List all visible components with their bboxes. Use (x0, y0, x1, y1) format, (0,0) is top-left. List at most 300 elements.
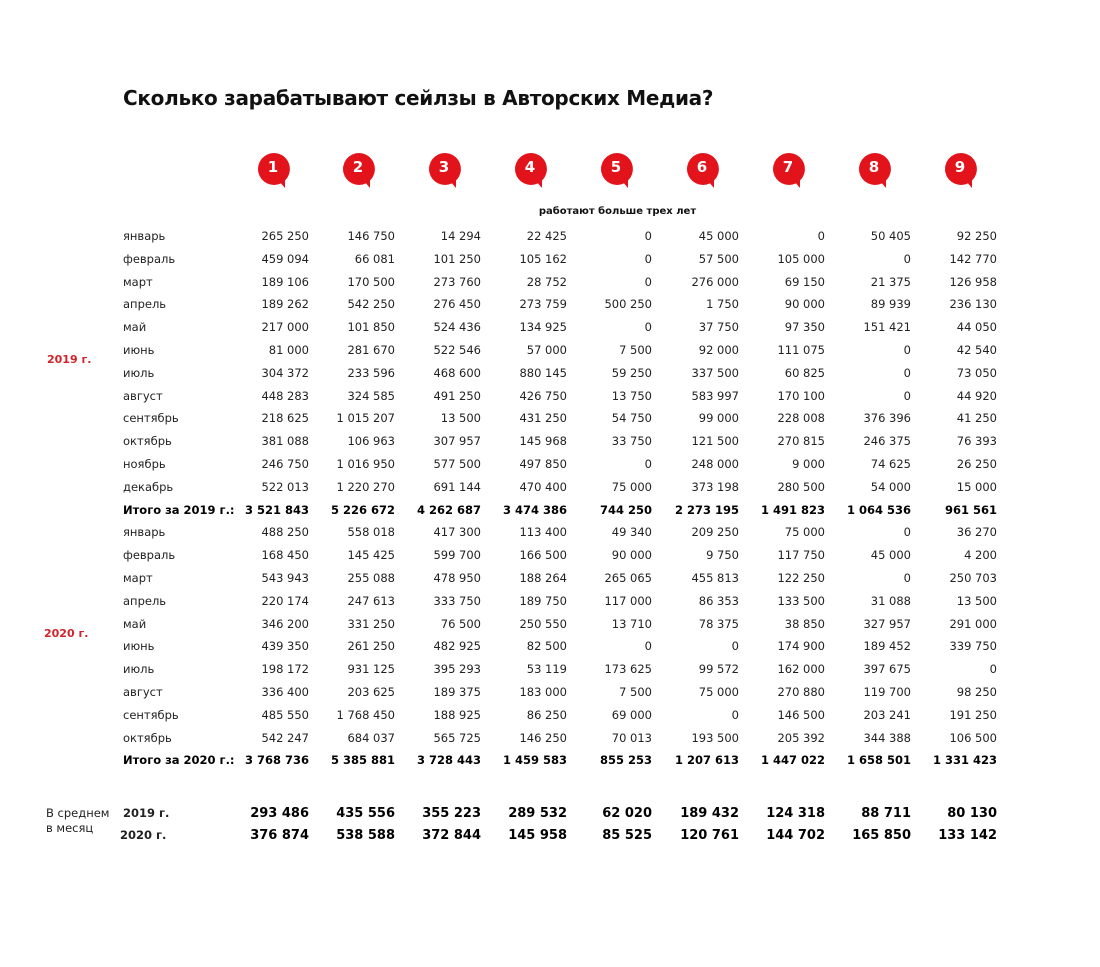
table-cell: 439 350 (261, 639, 309, 654)
table-cell: 13 710 (611, 616, 652, 631)
table-cell: 248 000 (691, 457, 739, 471)
table-cell: 82 500 (526, 639, 567, 654)
table-cell: 99 000 (698, 411, 739, 426)
table-cell: 1 220 270 (336, 479, 395, 494)
table-cell: 459 094 (261, 251, 309, 266)
table-cell: 203 625 (347, 685, 395, 699)
row-label: март (123, 274, 153, 289)
table-cell: 3 521 843 (244, 502, 309, 517)
table-cell: 0 (644, 229, 652, 243)
table-cell: 205 392 (777, 730, 825, 745)
average-cell: 144 702 (766, 828, 825, 843)
table-cell: 265 065 (604, 571, 652, 585)
badge-number: 1 (267, 158, 279, 176)
table-cell: 307 957 (433, 434, 481, 449)
table-cell: 54 000 (870, 479, 911, 494)
table-cell: 270 815 (777, 434, 825, 449)
average-cell: 165 850 (852, 828, 911, 843)
table-cell: 0 (731, 639, 739, 654)
table-cell: 261 250 (347, 639, 395, 654)
table-cell: 233 596 (347, 365, 395, 380)
table-cell: 337 500 (691, 365, 739, 380)
table-cell: 75 000 (611, 479, 652, 494)
table-row (0, 457, 1100, 479)
table-row (0, 366, 1100, 388)
table-cell: 189 106 (261, 274, 309, 289)
table-cell: 31 088 (870, 593, 911, 608)
table-cell: 426 750 (519, 388, 567, 403)
table-cell: 81 000 (268, 343, 309, 357)
table-cell: 92 250 (956, 229, 997, 243)
average-cell: 88 711 (861, 806, 911, 821)
table-row (0, 639, 1100, 661)
table-cell: 97 350 (784, 320, 825, 335)
table-cell: 691 144 (433, 479, 481, 494)
table-cell: 373 198 (691, 479, 739, 494)
table-cell: 59 250 (611, 365, 652, 380)
year-label-2020: 2020 г. (44, 627, 89, 640)
table-cell: 5 226 672 (330, 502, 395, 517)
table-cell: 57 000 (526, 343, 567, 357)
table-cell: 70 013 (611, 730, 652, 745)
table-cell: 89 939 (870, 297, 911, 312)
table-cell: 168 450 (261, 548, 309, 563)
table-cell: 105 000 (777, 251, 825, 266)
table-cell: 174 900 (777, 639, 825, 654)
table-cell: 931 125 (347, 662, 395, 677)
table-cell: 255 088 (347, 571, 395, 585)
table-cell: 336 400 (261, 685, 309, 699)
table-cell: 0 (731, 707, 739, 722)
table-cell: 189 375 (433, 685, 481, 699)
table-cell: 236 130 (949, 297, 997, 312)
row-label: апрель (123, 297, 167, 312)
table-cell: 50 405 (870, 229, 911, 243)
average-cell: 289 532 (508, 806, 567, 821)
average-cell: 133 142 (938, 828, 997, 843)
badge-3 (429, 153, 461, 185)
table-cell: 86 250 (526, 707, 567, 722)
table-cell: 92 000 (698, 343, 739, 357)
table-cell: 15 000 (956, 479, 997, 494)
table-cell: 101 850 (347, 320, 395, 335)
table-row (0, 548, 1100, 570)
average-year: 2019 г. (123, 806, 170, 820)
table-row (0, 411, 1100, 433)
table-cell: 121 500 (691, 434, 739, 449)
average-year: 2020 г. (120, 828, 167, 842)
table-cell: 162 000 (777, 662, 825, 677)
table-cell: 13 750 (611, 388, 652, 403)
table-row (0, 571, 1100, 593)
average-cell: 124 318 (766, 806, 825, 821)
row-label: апрель (123, 593, 167, 608)
table-cell: 1 016 950 (336, 457, 395, 471)
table-cell: 565 725 (433, 730, 481, 745)
table-cell: 500 250 (604, 297, 652, 312)
table-cell: 7 500 (619, 343, 652, 357)
average-cell: 189 432 (680, 806, 739, 821)
table-cell: 188 264 (519, 571, 567, 585)
average-cell: 145 958 (508, 828, 567, 843)
table-cell: 265 250 (261, 229, 309, 243)
table-cell: 273 760 (433, 274, 481, 289)
table-cell: 166 500 (519, 548, 567, 563)
table-cell: 117 750 (777, 548, 825, 563)
table-cell: 346 200 (261, 616, 309, 631)
table-cell: 111 075 (777, 343, 825, 357)
table-cell: 542 247 (261, 730, 309, 745)
average-label-line2: в месяц (46, 821, 94, 835)
table-cell: 497 850 (519, 457, 567, 471)
row-label: сентябрь (123, 707, 179, 722)
table-row (0, 617, 1100, 639)
table-cell: 273 759 (519, 297, 567, 312)
table-cell: 69 150 (784, 274, 825, 289)
table-cell: 1 331 423 (932, 753, 997, 768)
table-row (0, 434, 1100, 456)
table-cell: 417 300 (433, 525, 481, 540)
table-cell: 188 925 (433, 707, 481, 722)
table-cell: 42 540 (956, 343, 997, 357)
table-row (0, 275, 1100, 297)
total-row (0, 753, 1100, 775)
table-cell: 488 250 (261, 525, 309, 540)
average-cell: 372 844 (422, 828, 481, 843)
row-label: май (123, 616, 147, 631)
average-cell: 62 020 (602, 806, 652, 821)
average-row (0, 828, 1100, 850)
column-badges (0, 153, 1100, 193)
table-cell: 280 500 (777, 479, 825, 494)
table-cell: 4 200 (964, 548, 997, 563)
table-cell: 146 500 (777, 707, 825, 722)
badge-9 (945, 153, 977, 185)
table-cell: 395 293 (433, 662, 481, 677)
row-label: июль (123, 365, 155, 380)
table-cell: 0 (817, 229, 825, 243)
row-label: октябрь (123, 730, 172, 745)
table-row (0, 229, 1100, 251)
badge-4 (515, 153, 547, 185)
table-cell: 170 500 (347, 274, 395, 289)
table-cell: 189 262 (261, 297, 309, 312)
row-label: ноябрь (123, 457, 166, 471)
table-cell: 684 037 (347, 730, 395, 745)
badge-number: 9 (954, 158, 966, 176)
table-cell: 151 421 (863, 320, 911, 335)
table-cell: 119 700 (863, 685, 911, 699)
average-cell: 435 556 (336, 806, 395, 821)
badge-number: 7 (782, 158, 794, 176)
table-cell: 22 425 (526, 229, 567, 243)
table-cell: 101 250 (433, 251, 481, 266)
table-cell: 247 613 (347, 593, 395, 608)
table-cell: 468 600 (433, 365, 481, 380)
table-cell: 106 500 (949, 730, 997, 745)
row-label: сентябрь (123, 411, 179, 426)
row-label: Итого за 2019 г.: (123, 502, 235, 517)
badge-5 (601, 153, 633, 185)
table-cell: 57 500 (698, 251, 739, 266)
table-cell: 21 375 (870, 274, 911, 289)
table-row (0, 594, 1100, 616)
table-cell: 75 000 (698, 685, 739, 699)
table-row (0, 252, 1100, 274)
table-cell: 170 100 (777, 388, 825, 403)
badge-number: 4 (524, 158, 536, 176)
table-cell: 542 250 (347, 297, 395, 312)
table-cell: 90 000 (784, 297, 825, 312)
table-cell: 113 400 (519, 525, 567, 540)
row-label: май (123, 320, 147, 335)
average-cell: 80 130 (947, 806, 997, 821)
table-cell: 855 253 (599, 753, 652, 768)
table-cell: 36 270 (956, 525, 997, 540)
table-cell: 0 (644, 320, 652, 335)
page-title: Сколько зарабатывают сейлзы в Авторских Медиа? (123, 86, 714, 110)
table-cell: 33 750 (611, 434, 652, 449)
row-label: август (123, 685, 163, 699)
table-row (0, 731, 1100, 753)
table-cell: 543 943 (261, 571, 309, 585)
badge-2 (343, 153, 375, 185)
average-cell: 376 874 (250, 828, 309, 843)
table-cell: 3 768 736 (244, 753, 309, 768)
table-cell: 49 340 (611, 525, 652, 540)
row-label: август (123, 388, 163, 403)
table-cell: 482 925 (433, 639, 481, 654)
table-cell: 99 572 (698, 662, 739, 677)
table-cell: 250 703 (949, 571, 997, 585)
table-cell: 41 250 (956, 411, 997, 426)
table-cell: 218 625 (261, 411, 309, 426)
total-row (0, 503, 1100, 525)
average-cell: 293 486 (250, 806, 309, 821)
table-cell: 0 (644, 274, 652, 289)
table-cell: 250 550 (519, 616, 567, 631)
table-cell: 13 500 (440, 411, 481, 426)
table-cell: 134 925 (519, 320, 567, 335)
table-cell: 133 500 (777, 593, 825, 608)
table-cell: 38 850 (784, 616, 825, 631)
table-row (0, 389, 1100, 411)
table-cell: 44 920 (956, 388, 997, 403)
table-cell: 522 013 (261, 479, 309, 494)
table-cell: 577 500 (433, 457, 481, 471)
row-label: июнь (123, 343, 155, 357)
table-cell: 744 250 (599, 502, 652, 517)
table-cell: 524 436 (433, 320, 481, 335)
table-cell: 0 (903, 343, 911, 357)
table-cell: 7 500 (619, 685, 652, 699)
table-cell: 14 294 (440, 229, 481, 243)
table-cell: 53 119 (526, 662, 567, 677)
table-cell: 54 750 (611, 411, 652, 426)
table-cell: 86 353 (698, 593, 739, 608)
table-cell: 90 000 (611, 548, 652, 563)
table-cell: 1 768 450 (336, 707, 395, 722)
table-cell: 0 (903, 251, 911, 266)
table-row (0, 320, 1100, 342)
subtitle: работают больше трех лет (538, 206, 697, 217)
table-row (0, 708, 1100, 730)
table-cell: 0 (903, 365, 911, 380)
table-cell: 304 372 (261, 365, 309, 380)
table-cell: 339 750 (949, 639, 997, 654)
table-row (0, 685, 1100, 707)
table-cell: 209 250 (691, 525, 739, 540)
table-cell: 9 750 (706, 548, 739, 563)
table-cell: 1 207 613 (674, 753, 739, 768)
table-cell: 3 728 443 (416, 753, 481, 768)
row-label: март (123, 571, 153, 585)
table-cell: 198 172 (261, 662, 309, 677)
table-cell: 470 400 (519, 479, 567, 494)
row-label: июнь (123, 639, 155, 654)
badge-number: 2 (352, 158, 364, 176)
table-cell: 13 500 (956, 593, 997, 608)
table-cell: 9 000 (792, 457, 825, 471)
table-cell: 1 015 207 (336, 411, 395, 426)
row-label: январь (123, 525, 166, 540)
table-cell: 105 162 (519, 251, 567, 266)
table-cell: 28 752 (526, 274, 567, 289)
average-label-line1: В среднем (46, 806, 110, 820)
average-cell: 538 588 (336, 828, 395, 843)
table-cell: 333 750 (433, 593, 481, 608)
table-cell: 961 561 (944, 502, 997, 517)
table-cell: 74 625 (870, 457, 911, 471)
row-label: февраль (123, 251, 176, 266)
table-cell: 331 250 (347, 616, 395, 631)
table-cell: 228 008 (777, 411, 825, 426)
table-cell: 26 250 (956, 457, 997, 471)
table-cell: 193 500 (691, 730, 739, 745)
table-cell: 106 963 (347, 434, 395, 449)
table-row (0, 662, 1100, 684)
table-cell: 491 250 (433, 388, 481, 403)
table-cell: 173 625 (604, 662, 652, 677)
table-cell: 146 750 (347, 229, 395, 243)
table-cell: 1 064 536 (846, 502, 911, 517)
table-cell: 327 957 (863, 616, 911, 631)
badge-number: 3 (438, 158, 450, 176)
table-cell: 344 388 (863, 730, 911, 745)
table-row (0, 297, 1100, 319)
table-cell: 191 250 (949, 707, 997, 722)
table-cell: 485 550 (261, 707, 309, 722)
table-cell: 376 396 (863, 411, 911, 426)
table-cell: 431 250 (519, 411, 567, 426)
table-cell: 381 088 (261, 434, 309, 449)
table-cell: 60 825 (784, 365, 825, 380)
row-label: июль (123, 662, 155, 677)
table-cell: 37 750 (698, 320, 739, 335)
table-cell: 75 000 (784, 525, 825, 540)
table-cell: 3 474 386 (502, 502, 567, 517)
table-cell: 1 447 022 (760, 753, 825, 768)
table-cell: 324 585 (347, 388, 395, 403)
table-cell: 69 000 (611, 707, 652, 722)
table-cell: 276 000 (691, 274, 739, 289)
table-row (0, 343, 1100, 365)
table-cell: 0 (989, 662, 997, 677)
table-cell: 583 997 (691, 388, 739, 403)
table-row (0, 525, 1100, 547)
table-cell: 45 000 (870, 548, 911, 563)
table-cell: 522 546 (433, 343, 481, 357)
table-cell: 73 050 (956, 365, 997, 380)
badge-8 (859, 153, 891, 185)
table-cell: 397 675 (863, 662, 911, 677)
table-cell: 0 (903, 571, 911, 585)
table-cell: 1 750 (706, 297, 739, 312)
table-cell: 4 262 687 (416, 502, 481, 517)
table-cell: 0 (644, 251, 652, 266)
table-cell: 76 500 (440, 616, 481, 631)
row-label: январь (123, 229, 166, 243)
average-cell: 355 223 (422, 806, 481, 821)
average-cell: 120 761 (680, 828, 739, 843)
table-cell: 66 081 (354, 251, 395, 266)
table-cell: 0 (644, 457, 652, 471)
table-cell: 0 (903, 525, 911, 540)
table-cell: 0 (644, 639, 652, 654)
table-cell: 76 393 (956, 434, 997, 449)
table-cell: 1 491 823 (760, 502, 825, 517)
table-cell: 599 700 (433, 548, 481, 563)
table-cell: 189 452 (863, 639, 911, 654)
table-cell: 276 450 (433, 297, 481, 312)
table-cell: 145 968 (519, 434, 567, 449)
table-cell: 448 283 (261, 388, 309, 403)
table-cell: 45 000 (698, 229, 739, 243)
average-cell: 85 525 (602, 828, 652, 843)
badge-7 (773, 153, 805, 185)
table-cell: 880 145 (519, 365, 567, 380)
table-cell: 281 670 (347, 343, 395, 357)
table-cell: 558 018 (347, 525, 395, 540)
table-cell: 246 375 (863, 434, 911, 449)
table-cell: 5 385 881 (330, 753, 395, 768)
table-cell: 1 658 501 (846, 753, 911, 768)
table-cell: 145 425 (347, 548, 395, 563)
table-cell: 142 770 (949, 251, 997, 266)
table-cell: 189 750 (519, 593, 567, 608)
row-label: декабрь (123, 479, 174, 494)
table-cell: 122 250 (777, 571, 825, 585)
table-cell: 78 375 (698, 616, 739, 631)
table-cell: 220 174 (261, 593, 309, 608)
table-cell: 217 000 (261, 320, 309, 335)
badge-number: 8 (868, 158, 880, 176)
table-cell: 1 459 583 (502, 753, 567, 768)
table-cell: 291 000 (949, 616, 997, 631)
table-cell: 270 880 (777, 685, 825, 699)
table-cell: 126 958 (949, 274, 997, 289)
table-cell: 117 000 (604, 593, 652, 608)
table-cell: 478 950 (433, 571, 481, 585)
badge-number: 6 (696, 158, 708, 176)
table-cell: 146 250 (519, 730, 567, 745)
row-label: Итого за 2020 г.: (123, 753, 235, 768)
average-row (0, 806, 1100, 828)
badge-6 (687, 153, 719, 185)
table-cell: 246 750 (261, 457, 309, 471)
badge-number: 5 (610, 158, 622, 176)
table-cell: 183 000 (519, 685, 567, 699)
